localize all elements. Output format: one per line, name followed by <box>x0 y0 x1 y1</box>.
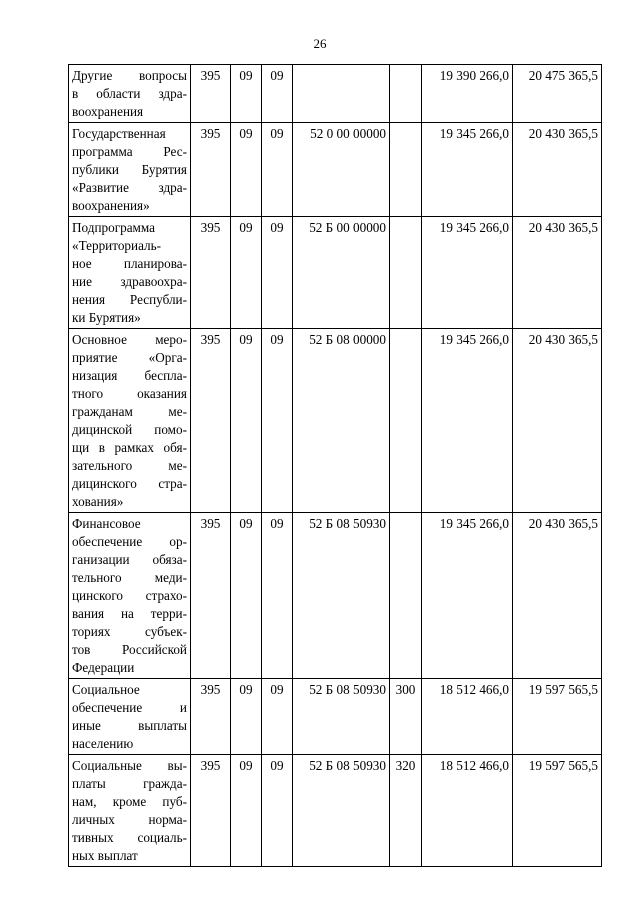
table-row <box>69 123 602 217</box>
cell-grbs: 395 <box>191 123 231 217</box>
cell-amount-year-1: 19 345 266,0 <box>422 217 513 329</box>
cell-grbs: 395 <box>191 329 231 513</box>
cell-amount-year-2: 20 475 365,5 <box>513 65 602 123</box>
cell-amount-year-2: 20 430 365,5 <box>513 329 602 513</box>
cell-target-article <box>293 65 390 123</box>
cell-target-article: 52 Б 00 00000 <box>293 217 390 329</box>
cell-name-line: в области здра- <box>72 86 187 101</box>
table-row <box>69 217 602 329</box>
cell-expense-type <box>390 123 422 217</box>
cell-subsection: 09 <box>262 65 293 123</box>
cell-subsection: 09 <box>262 123 293 217</box>
cell-grbs: 395 <box>191 755 231 867</box>
cell-name-line: ние здравоохра- <box>72 274 187 289</box>
table-body <box>69 65 602 867</box>
cell-name-line: обеспечение ор- <box>72 534 187 549</box>
cell-amount-year-1: 19 345 266,0 <box>422 123 513 217</box>
cell-name-line: приятие «Орга- <box>72 350 187 365</box>
cell-name-line: Финансовое <box>72 516 141 531</box>
cell-section: 09 <box>231 513 262 679</box>
cell-name-line: ки Бурятия» <box>72 310 141 325</box>
cell-name <box>69 329 191 513</box>
cell-amount-year-2: 19 597 565,5 <box>513 755 602 867</box>
cell-name-line: цинского страхо- <box>72 588 187 603</box>
cell-grbs: 395 <box>191 65 231 123</box>
cell-amount-year-2: 19 597 565,5 <box>513 679 602 755</box>
budget-table <box>68 64 602 867</box>
cell-amount-year-2: 20 430 365,5 <box>513 123 602 217</box>
cell-name-line: гражданам ме- <box>72 404 187 419</box>
cell-name-line: платы гражда- <box>72 776 187 791</box>
cell-expense-type <box>390 65 422 123</box>
cell-target-article: 52 Б 08 00000 <box>293 329 390 513</box>
cell-name <box>69 123 191 217</box>
cell-amount-year-1: 19 345 266,0 <box>422 329 513 513</box>
cell-grbs: 395 <box>191 513 231 679</box>
cell-name-line: Другие вопросы <box>72 68 187 83</box>
cell-expense-type: 320 <box>390 755 422 867</box>
cell-name-line: тивных социаль- <box>72 830 187 845</box>
cell-name-line: тов Российской <box>72 642 187 657</box>
cell-target-article: 52 Б 08 50930 <box>293 755 390 867</box>
cell-name-line: воохранения <box>72 104 144 119</box>
cell-name-line: вания на терри- <box>72 606 187 621</box>
table-row <box>69 513 602 679</box>
cell-target-article: 52 Б 08 50930 <box>293 513 390 679</box>
cell-name-line: программа Рес- <box>72 144 187 159</box>
cell-amount-year-2: 20 430 365,5 <box>513 217 602 329</box>
table-row <box>69 755 602 867</box>
cell-expense-type <box>390 329 422 513</box>
cell-section: 09 <box>231 329 262 513</box>
cell-target-article: 52 Б 08 50930 <box>293 679 390 755</box>
cell-name-line: дицинского стра- <box>72 476 187 491</box>
cell-subsection: 09 <box>262 513 293 679</box>
page-number: 26 <box>313 36 327 51</box>
cell-name-line: хования» <box>72 494 124 509</box>
cell-name-line: личных норма- <box>72 812 187 827</box>
cell-name-line: Социальные вы- <box>72 758 187 773</box>
cell-amount-year-1: 18 512 466,0 <box>422 755 513 867</box>
cell-section: 09 <box>231 755 262 867</box>
cell-name-line: тного оказания <box>72 386 187 401</box>
cell-subsection: 09 <box>262 679 293 755</box>
cell-name-line: нам, кроме пуб- <box>72 794 187 809</box>
cell-name-line: «Развитие здра- <box>72 180 187 195</box>
cell-amount-year-1: 19 390 266,0 <box>422 65 513 123</box>
cell-subsection: 09 <box>262 755 293 867</box>
cell-name-line: Основное меро- <box>72 332 187 347</box>
cell-expense-type <box>390 217 422 329</box>
cell-name-line: Государственная <box>72 126 166 141</box>
cell-name-line: иные выплаты <box>72 718 187 733</box>
cell-subsection: 09 <box>262 329 293 513</box>
cell-amount-year-1: 18 512 466,0 <box>422 679 513 755</box>
cell-name-line: ных выплат <box>72 848 138 863</box>
cell-section: 09 <box>231 679 262 755</box>
cell-amount-year-1: 19 345 266,0 <box>422 513 513 679</box>
cell-name-line: тельного меди- <box>72 570 187 585</box>
table-row <box>69 679 602 755</box>
cell-name-line: Подпрограмма <box>72 220 156 235</box>
table-row <box>69 65 602 123</box>
cell-section: 09 <box>231 65 262 123</box>
cell-name-line: нения Республи- <box>72 292 187 307</box>
cell-name-line: публики Бурятия <box>72 162 187 177</box>
cell-name <box>69 217 191 329</box>
cell-expense-type: 300 <box>390 679 422 755</box>
cell-section: 09 <box>231 217 262 329</box>
cell-name-line: ториях субъек- <box>72 624 187 639</box>
cell-name-line: зательного ме- <box>72 458 187 473</box>
cell-name <box>69 679 191 755</box>
cell-name-line: обеспечение и <box>72 700 187 715</box>
cell-grbs: 395 <box>191 217 231 329</box>
cell-name <box>69 513 191 679</box>
cell-name-line: ганизации обяза- <box>72 552 187 567</box>
cell-section: 09 <box>231 123 262 217</box>
table-row <box>69 329 602 513</box>
cell-name-line: низация беспла- <box>72 368 187 383</box>
cell-name-line: дицинской помо- <box>72 422 187 437</box>
cell-name-line: щи в рамках обя- <box>72 440 187 455</box>
cell-name-line: населению <box>72 736 134 751</box>
cell-amount-year-2: 20 430 365,5 <box>513 513 602 679</box>
cell-name-line: Социальное <box>72 682 140 697</box>
cell-expense-type <box>390 513 422 679</box>
cell-name-line: «Территориаль- <box>72 238 162 253</box>
cell-target-article: 52 0 00 00000 <box>293 123 390 217</box>
cell-grbs: 395 <box>191 679 231 755</box>
cell-name-line: Федерации <box>72 660 135 675</box>
cell-name <box>69 65 191 123</box>
cell-name-line: ное планирова- <box>72 256 187 271</box>
cell-subsection: 09 <box>262 217 293 329</box>
cell-name-line: воохранения» <box>72 198 150 213</box>
cell-name <box>69 755 191 867</box>
